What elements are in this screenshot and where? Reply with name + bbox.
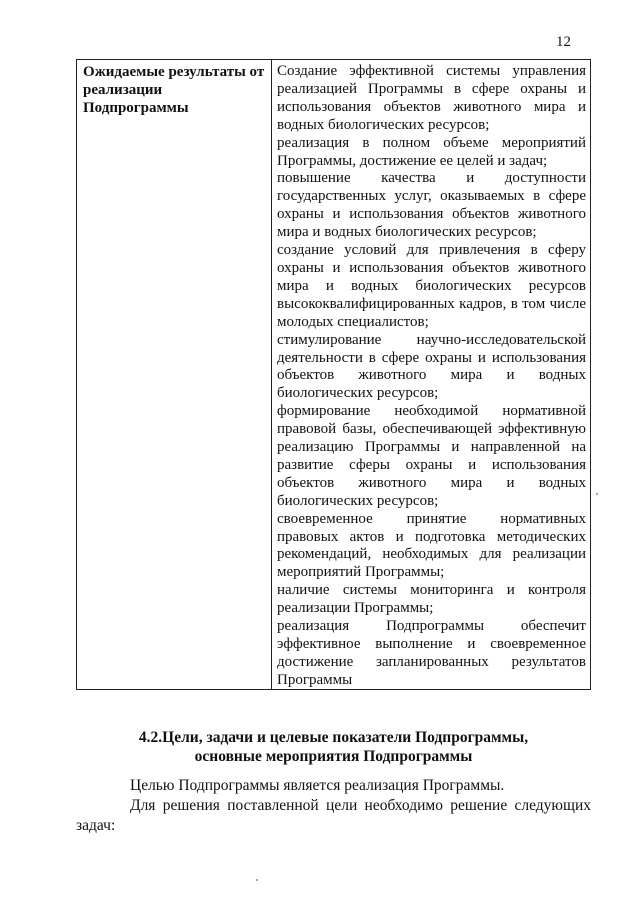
scan-speck [596,493,598,495]
table-row-label: Ожидаемые результаты от реализации Подпрограммы [83,64,265,116]
result-item: реализация в полном объеме мероприятий Программы, достижение ее целей и задач; [277,134,586,169]
result-item: Создание эффективной системы управления реализацией Программы в сфере охраны и использования объектов животного мира и водных биологических ресурсов; [277,63,586,133]
tasks-paragraph: Для решения поставленной цели необходимо решение следующих задач: [76,797,591,834]
result-item: формирование необходимой нормативной правовой базы, обеспечивающей эффективную реализацию Программы и направленной на развитие сферы охраны и использования объектов животного мира и водных биологических ресурсов; [277,403,586,509]
results-list [277,63,586,690]
page-number: 12 [556,34,571,50]
section-heading-line-1: 4.2.Цели, задачи и целевые показатели Подпрограммы, [138,729,529,746]
scan-speck [256,879,258,881]
section-heading [76,728,591,766]
result-item: стимулирование научно-исследовательской деятельности в сфере охраны и использования объектов животного мира и водных биологических ресурсов; [277,331,586,402]
section-heading-line-2: основные мероприятия Подпрограммы [194,748,473,765]
result-item: повышение качества и доступности государственных услуг, оказываемых в сфере охраны и использования объектов животного мира и водных биологических ресурсов; [277,170,586,241]
table-label-cell [77,60,272,689]
expected-results-table [76,59,591,690]
table-content-cell [272,60,590,689]
result-item: реализация Подпрограммы обеспечит эффективное выполнение и своевременное достижение запланированных результатов Программы [277,618,586,688]
result-item: наличие системы мониторинга и контроля реализации Программы; [277,582,586,617]
goal-paragraph: Целью Подпрограммы является реализация Программы. [130,777,505,794]
result-item: своевременное принятие нормативных правовых актов и подготовка методических рекомендаций, необходимых для реализации мероприятий Программы; [277,510,586,581]
result-item: создание условий для привлечения в сферу охраны и использования объектов животного мира и водных биологических ресурсов высококвалифицированных кадров, в том числе молодых специалистов; [277,242,586,330]
